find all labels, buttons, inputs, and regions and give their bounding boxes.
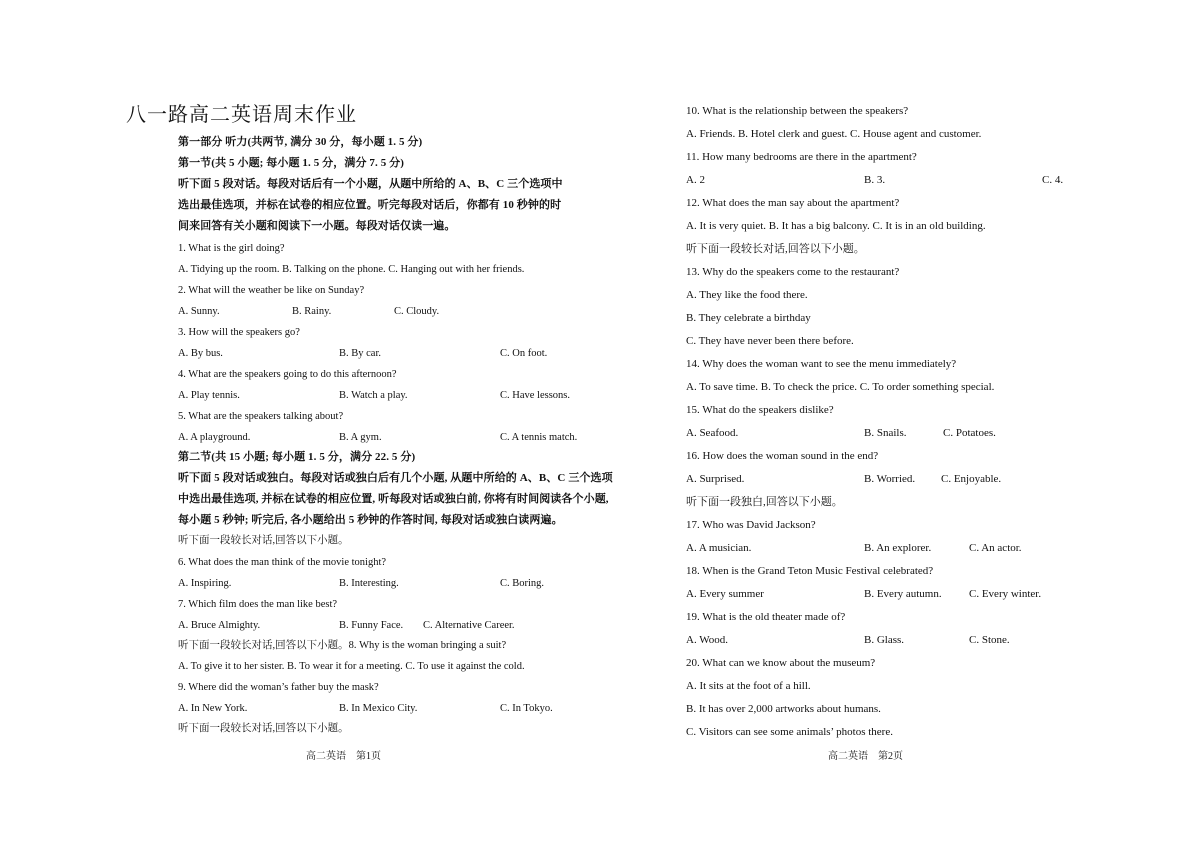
right-text-line: C. They have never been there before. <box>686 335 854 347</box>
right-text-line: 15. What do the speakers dislike? <box>686 404 834 416</box>
answer-option: C. Alternative Career. <box>423 620 515 631</box>
right-text-line: A. They like the food there. <box>686 289 808 301</box>
right-text-line: 20. What can we know about the museum? <box>686 657 876 669</box>
answer-option: C. An actor. <box>969 542 1022 554</box>
right-text-line: 11. How many bedrooms are there in the apartment? <box>686 151 917 163</box>
right-options-row <box>686 633 1086 647</box>
left-text-line: 4. What are the speakers going to do this afternoon? <box>178 369 397 380</box>
answer-option: A. By bus. <box>178 348 223 359</box>
left-options-row <box>178 389 608 403</box>
answer-option: B. By car. <box>339 348 381 359</box>
left-text-line: 7. Which film does the man like best? <box>178 599 338 610</box>
left-text-line: A. To give it to her sister. B. To wear it for a meeting. C. To use it against the cold. <box>178 661 525 672</box>
right-instruction-line: 听下面一段较长对话,回答以下小题。 <box>686 243 865 255</box>
answer-option: C. Stone. <box>969 634 1010 646</box>
right-text-line: 10. What is the relationship between the speakers? <box>686 105 909 117</box>
left-options-row <box>178 577 608 591</box>
left-instruction-line: 第一节(共 5 小题; 每小题 1. 5 分，满分 7. 5 分) <box>178 157 405 169</box>
answer-option: B. Interesting. <box>339 578 399 589</box>
right-text-line: 19. What is the old theater made of? <box>686 611 846 623</box>
right-text-line: 13. Why do the speakers come to the restaurant? <box>686 266 900 278</box>
answer-option: B. Worried. <box>864 473 916 485</box>
answer-option: C. Enjoyable. <box>941 473 1002 485</box>
right-options-row <box>686 541 1086 555</box>
left-options-row <box>178 702 608 716</box>
answer-option: A. In New York. <box>178 703 248 714</box>
answer-option: A. A playground. <box>178 432 251 443</box>
left-text-line: 2. What will the weather be like on Sunday? <box>178 285 365 296</box>
right-instruction-line: 听下面一段独白,回答以下小题。 <box>686 496 843 508</box>
answer-option: C. In Tokyo. <box>500 703 553 714</box>
left-text-line: 9. Where did the woman’s father buy the mask? <box>178 682 379 693</box>
right-text-line: 14. Why does the woman want to see the menu immediately? <box>686 358 957 370</box>
answer-option: C. Potatoes. <box>943 427 996 439</box>
left-instruction-line: 中选出最佳选项, 并标在试卷的相应位置, 听每段对话或独白前, 你将有时间阅读各个小题, <box>178 493 609 505</box>
right-text-line: A. Friends. B. Hotel clerk and guest. C. House agent and customer. <box>686 128 982 140</box>
answer-option: C. On foot. <box>500 348 548 359</box>
left-text-line: 6. What does the man think of the movie tonight? <box>178 557 387 568</box>
left-options-row <box>178 619 608 633</box>
left-text-line: 1. What is the girl doing? <box>178 243 285 254</box>
right-text-line: B. It has over 2,000 artworks about humans. <box>686 703 881 715</box>
answer-option: B. Watch a play. <box>339 390 408 401</box>
answer-option: C. Every winter. <box>969 588 1042 600</box>
answer-option: C. Boring. <box>500 578 545 589</box>
left-text-line: A. Tidying up the room. B. Talking on the phone. C. Hanging out with her friends. <box>178 264 525 275</box>
right-options-row <box>686 173 1086 187</box>
answer-option: A. Play tennis. <box>178 390 240 401</box>
left-instruction-line: 听下面一段较长对话,回答以下小题。8. Why is the woman bringing a suit? <box>178 640 507 651</box>
answer-option: B. An explorer. <box>864 542 932 554</box>
right-text-line: 17. Who was David Jackson? <box>686 519 816 531</box>
right-text-line: 18. When is the Grand Teton Music Festival celebrated? <box>686 565 934 577</box>
answer-option: C. 4. <box>1042 174 1064 186</box>
left-instruction-line: 间来回答有关小题和阅读下一小题。每段对话仅读一遍。 <box>178 220 456 232</box>
answer-option: A. A musician. <box>686 542 752 554</box>
left-instruction-line: 选出最佳选项，并标在试卷的相应位置。听完每段对话后，你都有 10 秒钟的时 <box>178 199 562 211</box>
left-instruction-line: 听下面 5 段对话。每段对话后有一个小题，从题中所给的 A、B、C 三个选项中 <box>178 178 563 190</box>
answer-option: A. Every summer <box>686 588 764 600</box>
left-text-line: 3. How will the speakers go? <box>178 327 300 338</box>
left-instruction-line: 第一部分 听力(共两节, 满分 30 分，每小题 1. 5 分) <box>178 136 423 148</box>
answer-option: B. In Mexico City. <box>339 703 418 714</box>
left-options-row <box>178 347 608 361</box>
right-options-row <box>686 472 1086 486</box>
answer-option: B. Every autumn. <box>864 588 942 600</box>
answer-option: B. Glass. <box>864 634 905 646</box>
left-instruction-line: 听下面 5 段对话或独白。每段对话或独白后有几个小题, 从题中所给的 A、B、C 三个选项 <box>178 472 613 484</box>
left-instruction-line: 听下面一段较长对话,回答以下小题。 <box>178 723 349 734</box>
answer-option: A. Surprised. <box>686 473 745 485</box>
left-instruction-line: 第二节(共 15 小题; 每小题 1. 5 分，满分 22. 5 分) <box>178 451 416 463</box>
left-options-row <box>178 431 608 445</box>
answer-option: C. Cloudy. <box>394 306 440 317</box>
answer-option: B. Snails. <box>864 427 907 439</box>
left-instruction-line: 每小题 5 秒钟; 听完后, 各小题给出 5 秒钟的作答时间, 每段对话或独白读两遍。 <box>178 514 563 526</box>
answer-option: A. Bruce Almighty. <box>178 620 261 631</box>
answer-option: B. Funny Face. <box>339 620 404 631</box>
right-text-line: C. Visitors can see some animals’ photos there. <box>686 726 893 738</box>
right-text-line: A. It is very quiet. B. It has a big balcony. C. It is in an old building. <box>686 220 986 232</box>
right-text-line: 16. How does the woman sound in the end? <box>686 450 879 462</box>
answer-option: B. A gym. <box>339 432 382 443</box>
footer-left-page-number: 高二英语 第1页 <box>306 751 381 762</box>
answer-option: C. A tennis match. <box>500 432 578 443</box>
left-text-line: 5. What are the speakers talking about? <box>178 411 344 422</box>
answer-option: B. 3. <box>864 174 886 186</box>
answer-option: A. Sunny. <box>178 306 220 317</box>
answer-option: B. Rainy. <box>292 306 332 317</box>
answer-option: A. 2 <box>686 174 705 186</box>
answer-option: A. Seafood. <box>686 427 739 439</box>
right-options-row <box>686 426 1086 440</box>
right-options-row <box>686 587 1086 601</box>
page-title: 八一路高二英语周末作业 <box>126 102 357 126</box>
footer-right-page-number: 高二英语 第2页 <box>828 751 903 762</box>
right-text-line: 12. What does the man say about the apartment? <box>686 197 900 209</box>
right-text-line: B. They celebrate a birthday <box>686 312 811 324</box>
right-text-line: A. It sits at the foot of a hill. <box>686 680 811 692</box>
left-options-row <box>178 305 608 319</box>
right-text-line: A. To save time. B. To check the price. C. To order something special. <box>686 381 995 393</box>
answer-option: A. Inspiring. <box>178 578 232 589</box>
answer-option: A. Wood. <box>686 634 728 646</box>
left-instruction-line: 听下面一段较长对话,回答以下小题。 <box>178 535 349 546</box>
answer-option: C. Have lessons. <box>500 390 570 401</box>
